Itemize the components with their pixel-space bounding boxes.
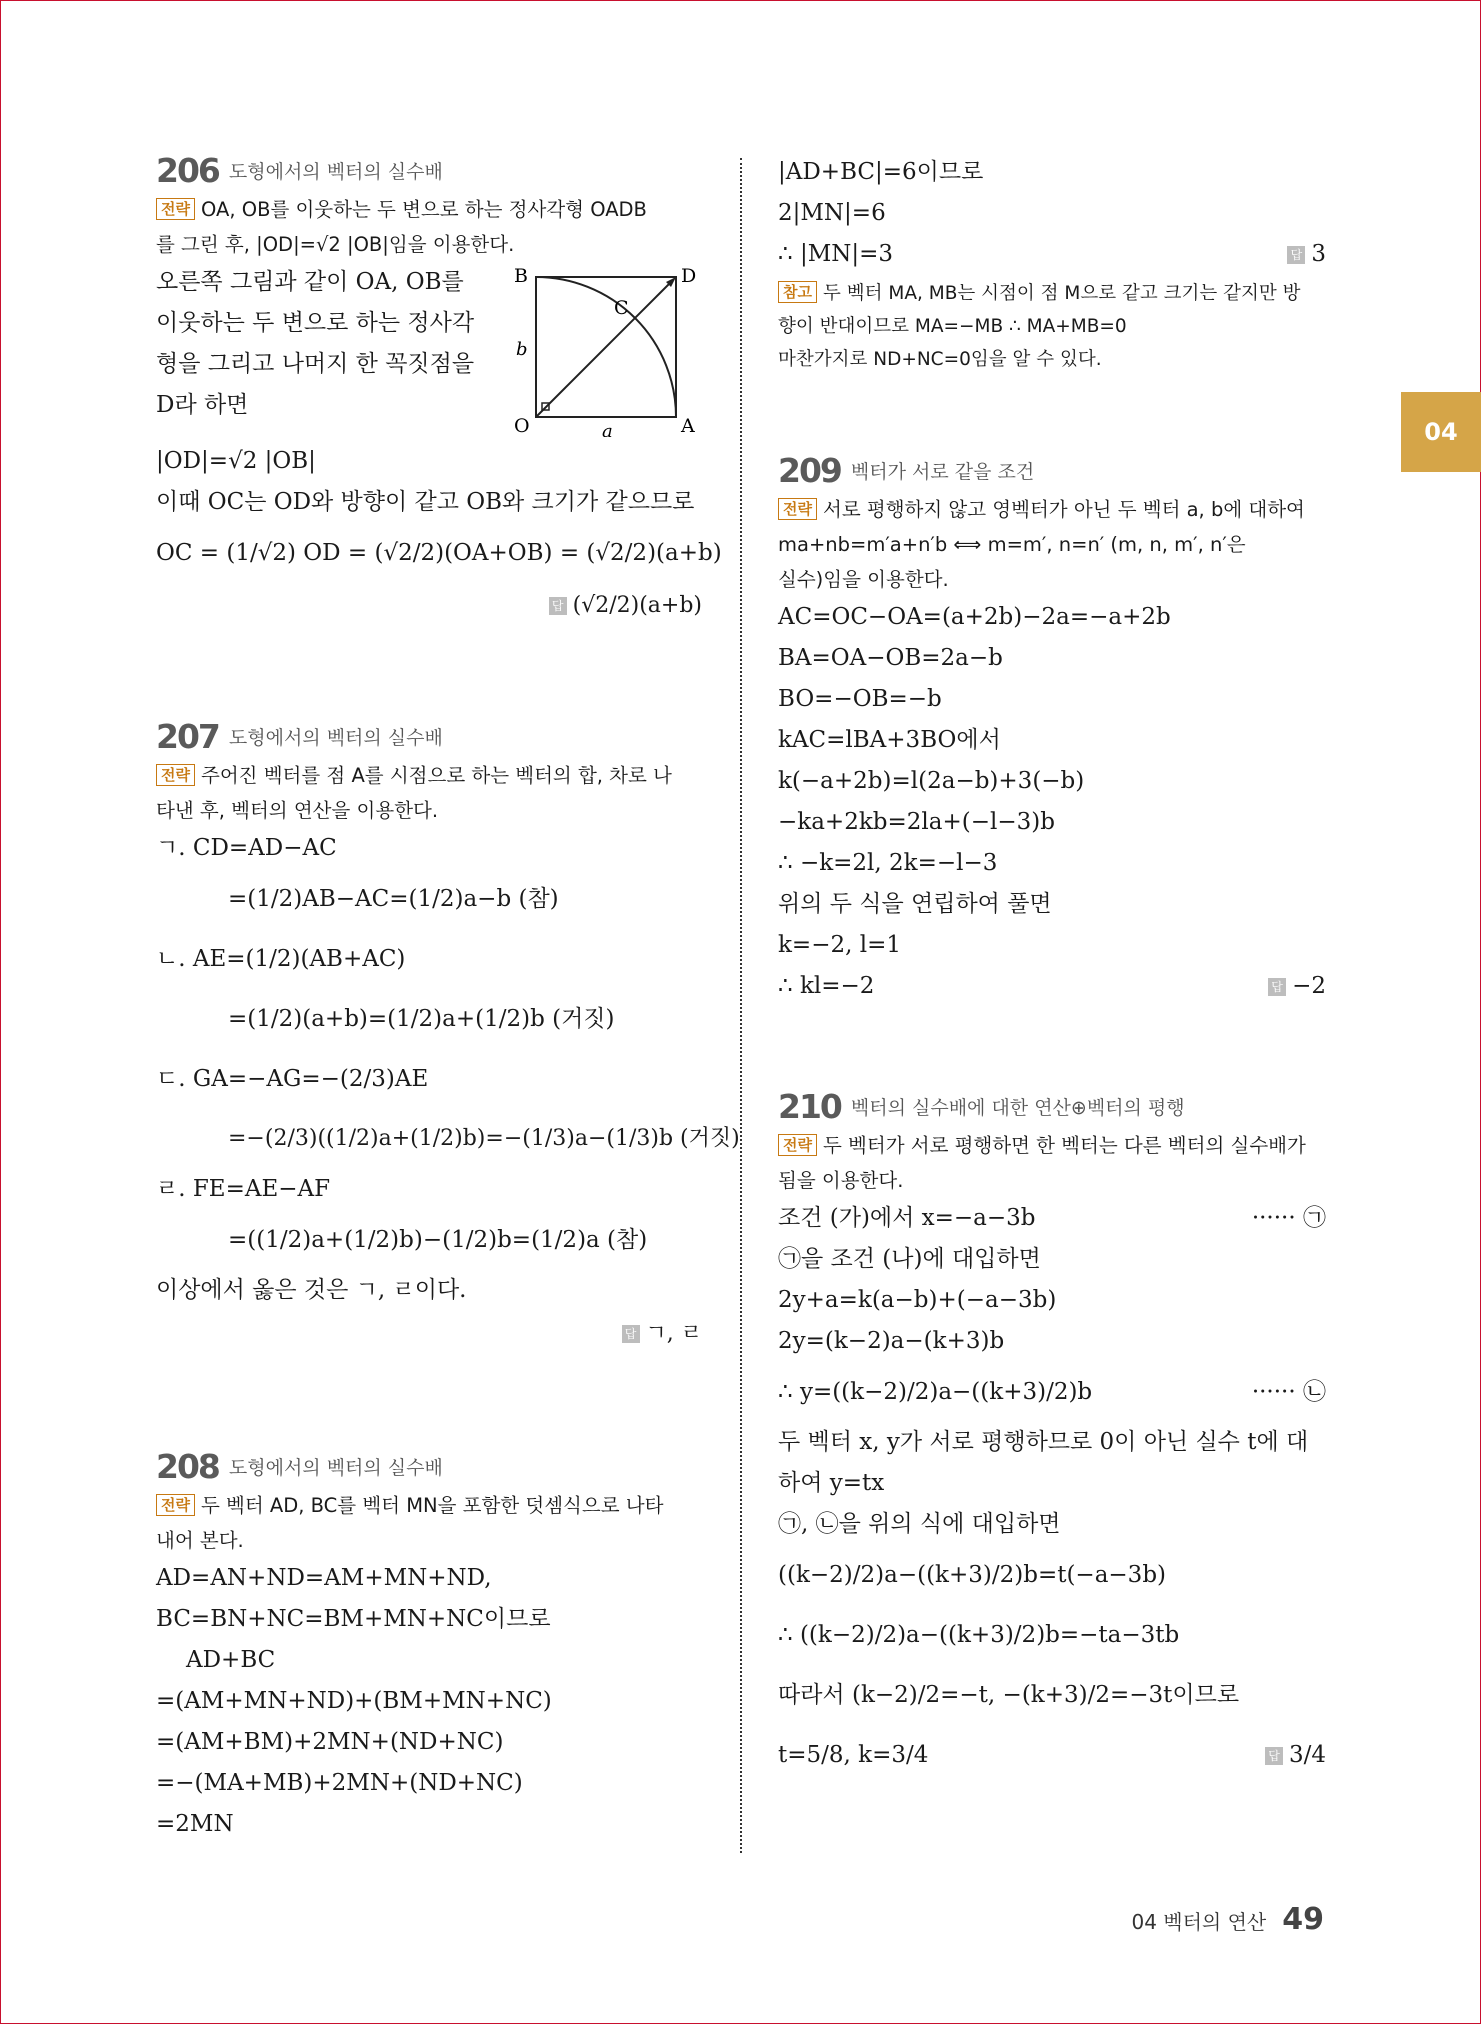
text-line: =2MN bbox=[156, 1811, 234, 1837]
strategy-text: 타낸 후, 벡터의 연산을 이용한다. bbox=[156, 799, 439, 822]
answer-line bbox=[778, 1725, 1326, 1785]
text-line: k(−a+2b)=l(2a−b)+3(−b) bbox=[778, 768, 1085, 794]
answer-icon: 답 bbox=[622, 1325, 640, 1343]
label-O: O bbox=[514, 415, 530, 437]
strategy-text: 서로 평행하지 않고 영벡터가 아닌 두 벡터 a, b에 대하여 bbox=[822, 498, 1305, 521]
equation-mark: ······ ㉡ bbox=[1251, 1379, 1326, 1405]
text-line: ∴ −k=2l, 2k=−l−3 bbox=[778, 850, 998, 876]
strategy-tag: 전략 bbox=[156, 764, 195, 786]
strategy-text: 내어 본다. bbox=[156, 1529, 244, 1552]
text-line: |AD+BC|=6이므로 bbox=[778, 159, 984, 185]
answer-value: 3 bbox=[1311, 241, 1326, 267]
answer-line bbox=[778, 966, 1326, 1007]
answer-icon: 답 bbox=[1265, 1747, 1283, 1765]
problem-209 bbox=[778, 450, 1326, 1007]
text-line: ∴ y=((k−2)/2)a−((k+3)/2)b bbox=[778, 1379, 1093, 1405]
strategy-text: 실수)임을 이용한다. bbox=[778, 568, 949, 591]
text-line: 2|MN|=6 bbox=[778, 200, 886, 226]
strategy-text: 됨을 이용한다. bbox=[778, 1169, 904, 1192]
text-line: kAC=lBA+3BO에서 bbox=[778, 727, 1001, 753]
answer-value: ㄱ, ㄹ bbox=[645, 1321, 702, 1346]
text-line: |OD|=√2 |OB| bbox=[156, 448, 316, 474]
strategy-text: OA, OB를 이웃하는 두 변으로 하는 정사각형 OADB bbox=[200, 198, 647, 221]
text-line: AD=AN+ND=AM+MN+ND, bbox=[156, 1565, 492, 1591]
problem-206 bbox=[156, 150, 722, 629]
label-b: b bbox=[516, 339, 528, 360]
text-line: BA=OA−OB=2a−b bbox=[778, 645, 1003, 671]
text-line: −ka+2kb=2la+(−l−3)b bbox=[778, 809, 1055, 835]
strategy bbox=[778, 492, 1326, 597]
label-C: C bbox=[614, 297, 629, 319]
text-line: AC=OC−OA=(a+2b)−2a=−a+2b bbox=[778, 604, 1171, 630]
strategy bbox=[156, 758, 702, 828]
answer-icon: 답 bbox=[1268, 978, 1286, 996]
answer-icon: 답 bbox=[1287, 246, 1305, 264]
answer bbox=[156, 583, 702, 629]
answer-line bbox=[778, 234, 1326, 275]
text-line: ㄷ. GA=−AG=−(2/3)AE bbox=[156, 1066, 429, 1092]
text-line: 위의 두 식을 연립하여 풀면 bbox=[778, 891, 1052, 917]
text-line: ((k−2)/2)a−((k+3)/2)b=t(−a−3b) bbox=[778, 1562, 1167, 1588]
text-line: ㄹ. FE=AE−AF bbox=[156, 1176, 331, 1202]
answer-icon: 답 bbox=[549, 597, 567, 615]
square-figure bbox=[496, 262, 702, 441]
label-A: A bbox=[681, 415, 695, 437]
reference-text: 두 벡터 MA, MB는 시점이 점 M으로 같고 크기는 같지만 방 bbox=[822, 283, 1301, 304]
text-line: =(1/2)AB−AC=(1/2)a−b (참) bbox=[228, 886, 559, 912]
problem-number: 207 bbox=[156, 716, 219, 756]
text-line: 이상에서 옳은 것은 ㄱ, ㄹ이다. bbox=[156, 1277, 467, 1303]
text-line: 2y=(k−2)a−(k+3)b bbox=[778, 1328, 1005, 1354]
problem-number: 208 bbox=[156, 1446, 219, 1486]
equation-mark: ······ ㉠ bbox=[1251, 1205, 1326, 1231]
strategy-text: ma+nb=m′a+n′b ⟺ m=m′, n=n′ (m, n, m′, n′은 bbox=[778, 533, 1246, 556]
strategy-text: 를 그린 후, |OD|=√2 |OB|임을 이용한다. bbox=[156, 233, 515, 256]
equation-line bbox=[778, 1198, 1326, 1239]
text-line: =(AM+BM)+2MN+(ND+NC) bbox=[156, 1729, 504, 1755]
text-line: =((1/2)a+(1/2)b)−(1/2)b=(1/2)a (참) bbox=[228, 1227, 648, 1253]
strategy-text: 주어진 벡터를 점 A를 시점으로 하는 벡터의 합, 차로 나 bbox=[200, 764, 672, 787]
text-line: k=−2, l=1 bbox=[778, 932, 901, 958]
strategy-text: 두 벡터가 서로 평행하면 한 벡터는 다른 벡터의 실수배가 bbox=[822, 1134, 1306, 1157]
strategy-text: 두 벡터 AD, BC를 벡터 MN을 포함한 덧셈식으로 나타 bbox=[200, 1494, 664, 1517]
strategy bbox=[778, 1128, 1326, 1198]
strategy-tag: 전략 bbox=[156, 198, 195, 220]
page-footer bbox=[1131, 1902, 1324, 1937]
text-line: 두 벡터 x, y가 서로 평행하므로 0이 아닌 실수 t에 대 bbox=[778, 1429, 1309, 1455]
label-a: a bbox=[602, 421, 613, 437]
strategy bbox=[156, 192, 702, 262]
text-line: 하여 y=tx bbox=[778, 1470, 885, 1496]
problem-title: 벡터의 실수배에 대한 연산⊕벡터의 평행 bbox=[850, 1096, 1185, 1119]
text-line: ∴ |MN|=3 bbox=[778, 241, 894, 267]
text-line: ㄱ. CD=AD−AC bbox=[156, 835, 337, 861]
strategy bbox=[156, 1488, 702, 1558]
problem-number: 206 bbox=[156, 150, 219, 190]
text-line: OC = (1/√2) OD = (√2/2)(OA+OB) = (√2/2)(a+b) bbox=[156, 540, 722, 566]
text-line: =(AM+MN+ND)+(BM+MN+NC) bbox=[156, 1688, 552, 1714]
problem-title: 도형에서의 벡터의 실수배 bbox=[228, 1456, 443, 1479]
reference-text: 마찬가지로 ND+NC=0임을 알 수 있다. bbox=[778, 349, 1102, 370]
text-line: 따라서 (k−2)/2=−t, −(k+3)/2=−3t이므로 bbox=[778, 1682, 1240, 1708]
text-line: AD+BC bbox=[186, 1647, 276, 1673]
reference-note bbox=[778, 277, 1326, 376]
label-B: B bbox=[514, 265, 528, 287]
footer-chapter: 04 벡터의 연산 bbox=[1131, 1910, 1267, 1934]
problem-208 bbox=[156, 1446, 702, 1845]
problem-title: 도형에서의 벡터의 실수배 bbox=[228, 160, 443, 183]
problem-210 bbox=[778, 1086, 1326, 1785]
text-line: ∴ kl=−2 bbox=[778, 973, 875, 999]
column-divider bbox=[740, 158, 742, 1853]
reference-tag: 참고 bbox=[778, 281, 817, 303]
problem-title: 벡터가 서로 같을 조건 bbox=[850, 460, 1035, 483]
text-line: 형을 그리고 나머지 한 꼭짓점을 bbox=[156, 351, 475, 377]
text-line: BO=−OB=−b bbox=[778, 686, 942, 712]
page-number: 49 bbox=[1282, 1902, 1324, 1937]
answer bbox=[156, 1311, 702, 1357]
text-line: D라 하면 bbox=[156, 392, 249, 418]
text-line: t=5/8, k=3/4 bbox=[778, 1742, 929, 1768]
text-line: 이웃하는 두 변으로 하는 정사각 bbox=[156, 310, 475, 336]
answer-value: (√2/2)(a+b) bbox=[572, 593, 702, 618]
text-line: 이때 OC는 OD와 방향이 같고 OB와 크기가 같으므로 bbox=[156, 489, 695, 515]
text-line: ∴ ((k−2)/2)a−((k+3)/2)b=−ta−3tb bbox=[778, 1622, 1180, 1648]
label-D: D bbox=[681, 265, 696, 287]
problem-number: 209 bbox=[778, 450, 841, 490]
text-line: =−(2/3)((1/2)a+(1/2)b)=−(1/3)a−(1/3)b (거짓) bbox=[228, 1126, 740, 1151]
text-line: ㄴ. AE=(1/2)(AB+AC) bbox=[156, 946, 406, 972]
equation-line bbox=[778, 1362, 1326, 1422]
text-line: =−(MA+MB)+2MN+(ND+NC) bbox=[156, 1770, 523, 1796]
problem-title: 도형에서의 벡터의 실수배 bbox=[228, 726, 443, 749]
text-line: =(1/2)(a+b)=(1/2)a+(1/2)b (거짓) bbox=[228, 1006, 615, 1032]
strategy-tag: 전략 bbox=[156, 1494, 195, 1516]
strategy-tag: 전략 bbox=[778, 498, 817, 520]
reference-text: 향이 반대이므로 MA=−MB ∴ MA+MB=0 bbox=[778, 316, 1127, 337]
text-line: 조건 (가)에서 x=−a−3b bbox=[778, 1205, 1036, 1231]
answer-value: 3/4 bbox=[1288, 1742, 1326, 1768]
text-line: BC=BN+NC=BM+MN+NC이므로 bbox=[156, 1606, 551, 1632]
chapter-side-tab: 04 bbox=[1401, 392, 1481, 472]
text-line: ㉠, ㉡을 위의 식에 대입하면 bbox=[778, 1511, 1061, 1537]
problem-208-continued bbox=[778, 152, 1326, 376]
text-line: ㉠을 조건 (나)에 대입하면 bbox=[778, 1246, 1041, 1272]
strategy-tag: 전략 bbox=[778, 1134, 817, 1156]
problem-number: 210 bbox=[778, 1086, 841, 1126]
problem-207 bbox=[156, 716, 740, 1357]
text-line: 2y+a=k(a−b)+(−a−3b) bbox=[778, 1287, 1057, 1313]
answer-value: −2 bbox=[1292, 973, 1326, 999]
text-line: 오른쪽 그림과 같이 OA, OB를 bbox=[156, 269, 464, 295]
